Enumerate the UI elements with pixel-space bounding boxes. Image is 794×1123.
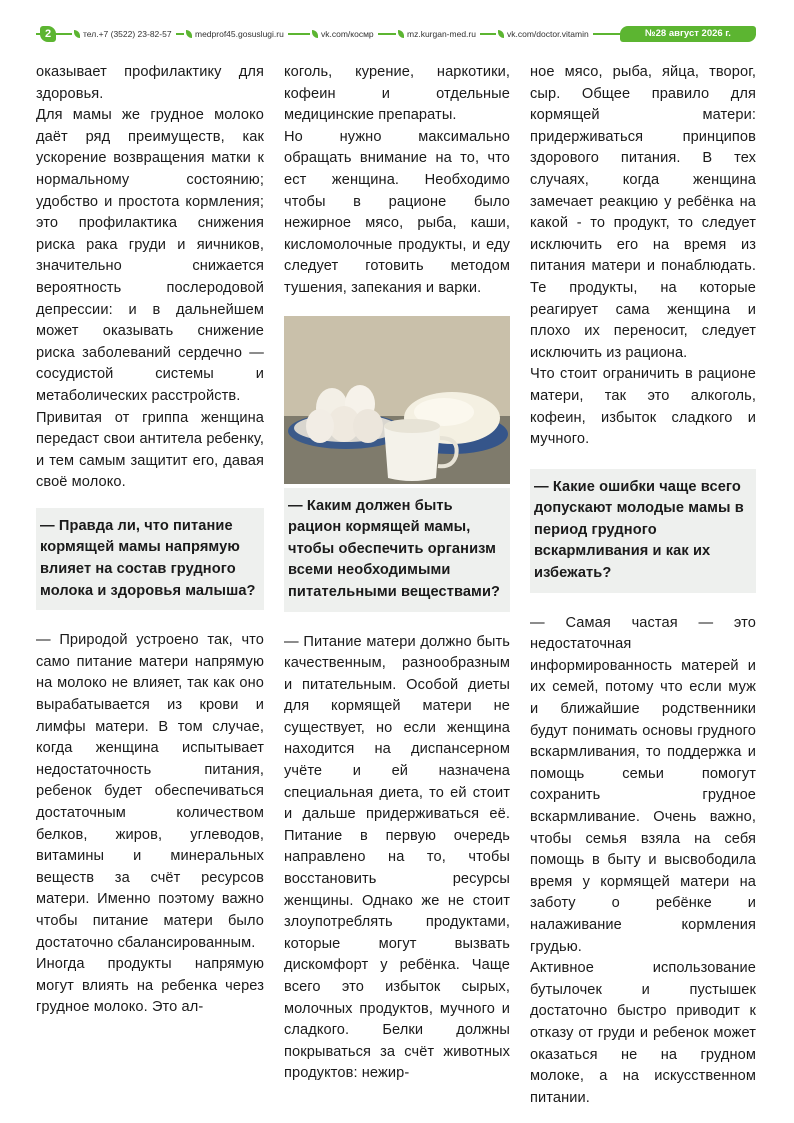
paragraph: Что стоит ограничить в рационе матери, так это алкоголь, кофеин, избыток сладкого и мучного. [530, 366, 756, 448]
column-2 [284, 62, 510, 1085]
header-link-gosuslugi[interactable]: medprof45.gosuslugi.ru [184, 27, 288, 41]
paragraph: — Самая частая — это недостаточная информированность матерей и их семей, потому что если муж и ближайшие родственники будут понимать основы грудного вскармливания, то поддержка и помощь семьи помогут сохранить грудное вскармливание. Очень важно, чтобы семья взяла на себя помощь в быту и высвободила время у кормящей матери на заботу о ребёнке и налаживание кормления грудью. [530, 614, 756, 955]
eggs-milk-photo [284, 316, 510, 484]
header-link-vk-kosmr[interactable]: vk.com/космр [310, 27, 378, 41]
leaf-icon [312, 30, 318, 38]
paragraph: ное мясо, рыба, яйца, творог, сыр. Общее правило для кормящей матери: придерживаться принципов здорового питания. В тех случаях, когда женщина замечает реакцию у ребёнка на какой - то продукт, то следует исключить его на время из питания матери и понаблюдать. Те продукты, на которые реагирует сама женщина и плохо их переносит, следует исключить из рациона. [530, 64, 756, 361]
leaf-icon [186, 30, 192, 38]
column-1 [36, 62, 264, 1019]
leaf-icon [498, 30, 504, 38]
leaf-icon [398, 30, 404, 38]
paragraph: — Питание матери должно быть качественным, разнообразным и питательным. Особой диеты для кормящей матери не существует, но если женщина находится на диспансерном учёте и ей назначена специальная диета, то ей стоит и дальше придерживаться её. Питание в первую очередь направлено на то, чтобы восстановить ресурсы женщины. Однако же не стоит злоупотреблять продуктами, которые могут вызвать дискомфорт у ребёнка. Чаще всего это избыток сырых, молочных продуктов, мучного и сладкого. Белки должны покрываться за счёт животных продуктов: нежир- [284, 633, 510, 1082]
header-phone: тел.+7 (3522) 23-82-57 [72, 27, 176, 41]
question-box: — Правда ли, что питание кормящей мамы напрямую влияет на состав грудного молока и здоровья малыша? [36, 508, 264, 610]
leaf-icon [74, 30, 80, 38]
question-box: — Какие ошибки чаще всего допускают молодые мамы в период грудного вскармливания и как их избежать? [530, 469, 756, 593]
paragraph: Для мамы же грудное молоко даёт ряд преимуществ, как ускорение возвращения матки к нормальному состоянию; удобство и простота кормления; это профилактика снижения риска рака груди и яичников, значительно снижается вероятность послеродовой депрессии: и в дальнейшем может оказывать снижение риска заболеваний сердечно — сосудистой системы и метаболических расстройств. [36, 107, 264, 404]
paragraph: Иногда продукты напрямую могут влиять на ребенка через грудное молоко. Это ал- [36, 956, 264, 1016]
page-header [36, 26, 756, 42]
paragraph: — Природой устроено так, что само питание матери напрямую на молоко не влияет, так как оно вырабатывается из крови и лимфы матери. В том случае, когда женщина испытывает недостаточность питания, ребенок будет обеспечиваться достаточным количеством белков, жиров, углеводов, витамины и минеральных веществ за счёт ресурсов матери. Именно поэтому важно чтобы питание матери было достаточно сбалансированным. [36, 632, 264, 951]
header-link-vk-doctor[interactable]: vk.com/doctor.vitamin [496, 27, 593, 41]
paragraph: Активное использование бутылочек и пустышек достаточно быстро приводит к отказу от груди и ребенок может оказаться не на грудном молоке, а на искусственном питании. [530, 960, 756, 1106]
paragraph: Привитая от гриппа женщина передаст свои антитела ребенку, и тем самым защитит его, давая своё молоко. [36, 409, 264, 491]
header-link-mz[interactable]: mz.kurgan-med.ru [396, 27, 480, 41]
paragraph: оказывает профилактику для здоровья. [36, 64, 264, 102]
column-3 [530, 62, 756, 1109]
issue-badge: №28 август 2026 г. [620, 26, 756, 42]
question-box: — Каким должен быть рацион кормящей мамы, чтобы обеспечить организм всеми необходимыми питательными веществами? [284, 488, 510, 612]
food-illustration [284, 316, 510, 484]
page-number: 2 [40, 26, 56, 42]
paragraph: коголь, курение, наркотики, кофеин и отдельные медицинские препараты. [284, 64, 510, 124]
paragraph: Но нужно максимально обращать внимание на то, что ест женщина. Необходимо чтобы в рационе было нежирное мясо, рыба, каши, кисломолочные продукты, и еду следует готовить методом тушения, запекания и варки. [284, 128, 510, 296]
